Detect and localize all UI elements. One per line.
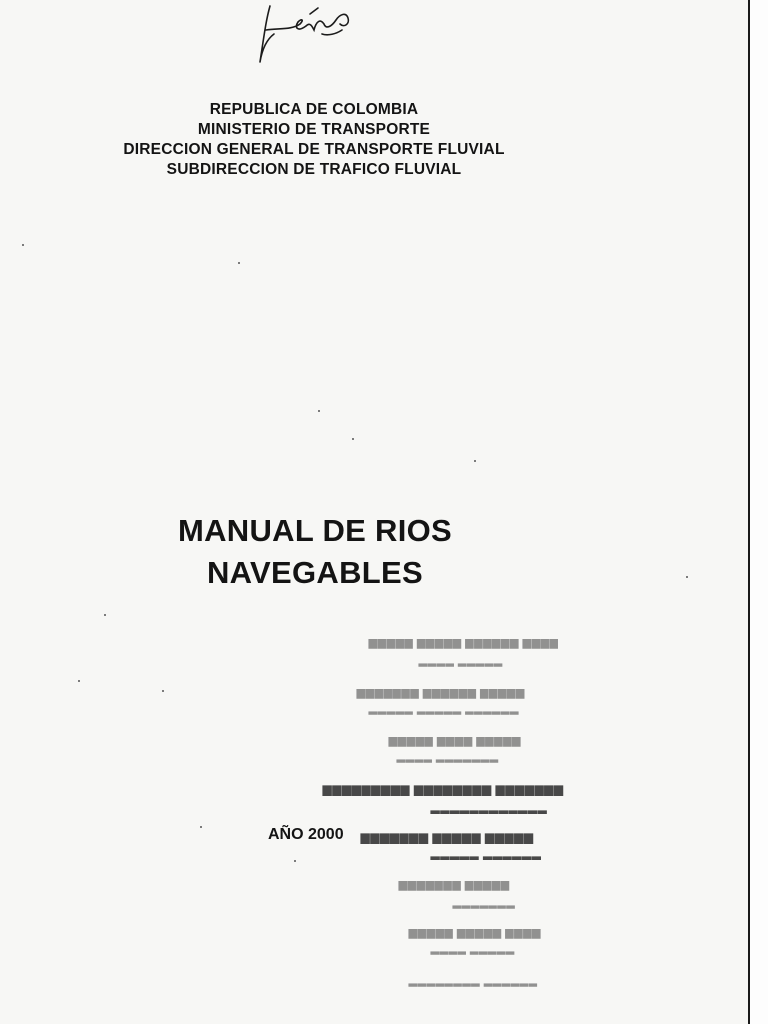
scan-speck [352, 438, 354, 440]
header-line-direction: DIRECCION GENERAL DE TRANSPORTE FLUVIAL [123, 141, 505, 158]
scan-speck [474, 460, 476, 462]
page-edge-shadow [748, 0, 768, 1024]
scan-speck [238, 262, 240, 264]
title-line-1: MANUAL DE RIOS [177, 513, 453, 548]
header-line-ministry: MINISTERIO DE TRANSPORTE [197, 121, 431, 138]
header-line-country: REPUBLICA DE COLOMBIA [209, 101, 419, 118]
bleed-through-mark: ▆▆▆▆▆ ▆▆▆▆▆ ▆▆▆▆▆▆▆ [360, 830, 534, 844]
bleed-through-mark: ▂▂▂▂▂▂ ▂▂▂▂▂ ▂▂▂▂▂ [368, 703, 519, 715]
scan-speck [104, 614, 106, 616]
bleed-through-mark: ▂▂▂▂▂▂▂▂▂▂▂▂ [430, 800, 547, 814]
scan-speck [78, 680, 80, 682]
bleed-through-mark: ▆▆▆▆▆▆▆ ▆▆▆▆▆▆▆▆ ▆▆▆▆▆▆▆▆▆ [322, 782, 564, 796]
bleed-through-mark: ▆▆▆▆▆ ▆▆▆▆ ▆▆▆▆▆ [388, 735, 521, 747]
bleed-through-mark: ▂▂▂▂▂ ▂▂▂▂ [418, 655, 503, 667]
bleed-through-mark: ▂▂▂▂▂▂▂ [452, 897, 515, 909]
bleed-through-mark: ▂▂▂▂▂▂ ▂▂▂▂▂ [430, 846, 541, 860]
publication-year: AÑO 2000 [268, 826, 344, 843]
scan-speck [200, 826, 202, 828]
title-line-2: NAVEGABLES [206, 555, 423, 590]
scan-speck [318, 410, 320, 412]
bleed-through-mark: ▂▂▂▂▂▂▂ ▂▂▂▂ [396, 751, 499, 763]
bleed-through-mark: ▂▂▂▂▂ ▂▂▂▂ [430, 943, 515, 955]
bleed-through-mark: ▆▆▆▆ ▆▆▆▆▆ ▆▆▆▆▆ [408, 927, 541, 939]
scan-speck [686, 576, 688, 578]
scan-speck [162, 690, 164, 692]
bleed-through-mark: ▆▆▆▆▆ ▆▆▆▆▆▆▆ [398, 879, 510, 891]
bleed-through-mark: ▂▂▂▂▂▂ ▂▂▂▂▂▂▂▂ [408, 975, 537, 987]
header-line-subdirection: SUBDIRECCION DE TRAFICO FLUVIAL [166, 161, 462, 178]
scan-speck [22, 244, 24, 246]
scan-speck [294, 860, 296, 862]
issuing-authority [60, 100, 568, 180]
document-title [140, 510, 490, 594]
bleed-through-mark: ▆▆▆▆ ▆▆▆▆▆▆ ▆▆▆▆▆ ▆▆▆▆▆ [368, 637, 558, 649]
bleed-through-mark: ▆▆▆▆▆ ▆▆▆▆▆▆ ▆▆▆▆▆▆▆ [356, 687, 525, 699]
handwritten-signature [248, 0, 358, 72]
